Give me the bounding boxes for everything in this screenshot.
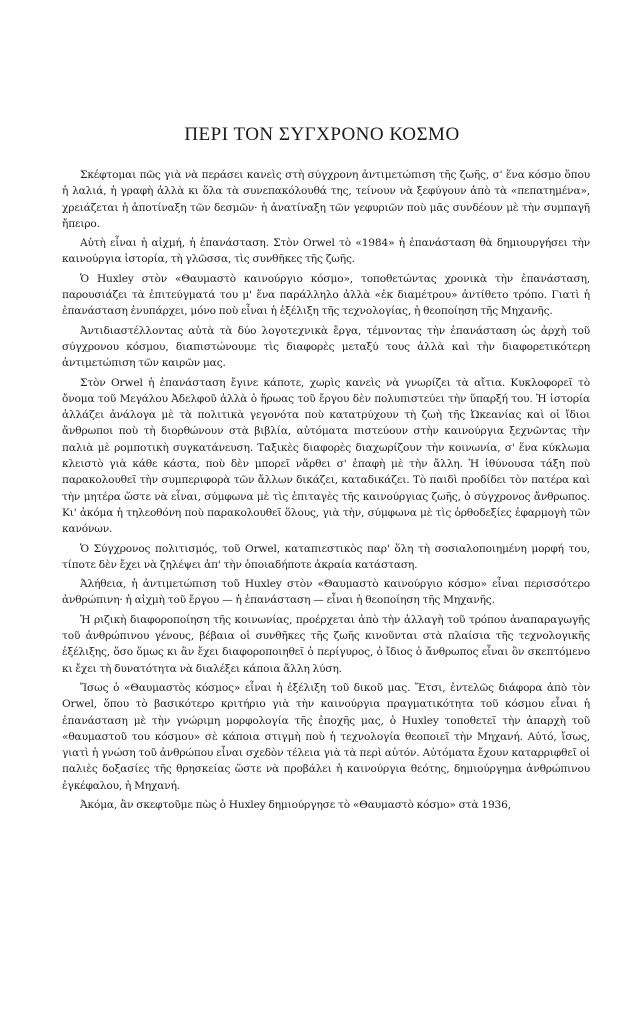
body-text bbox=[62, 167, 590, 816]
paragraph-6: Ὁ Σύγχρονος πολιτισμός, τοῦ Orwel, καταπιεστικὸς παρ' ὅλη τὴ σοσιαλοποιημένη μορφή του, τίποτε δὲν ἔχει νὰ ζηλέψει ἀπ' τὴν ὁποιαδήποτε ἀκραία κατάσταση. bbox=[62, 542, 590, 571]
paragraph-9: Ἴσως ὁ «Θαυμαστὸς κόσμος» εἶναι ἡ ἐξέλιξη τοῦ δικοῦ μας. Ἔτσι, ἐντελῶς διάφορα ἀπὸ τὸν Orwel, ὅπου τὸ βασικότερο κριτήριο γιὰ τὴν καινούργια πραγματικότητα τοῦ κόσμου εἶναι ἡ ἐπανάσταση μὲ τὴν γνώριμη μορφολογία τῆς ἐποχῆς μας, ὁ Huxley τοποθετεῖ τὴν ἀπαρχὴ τοῦ «θαυμαστοῦ του κόσμου» σὲ κάποια στιγμὴ ποὺ ἡ τεχνολογία θεοποιεῖ τὴν Μηχανή. Αὐτό, ἴσως, γιατὶ ἡ γνώση τοῦ ἀνθρώπου εἶναι σχεδὸν τέλεια γιὰ τὰ περὶ αὐτόν. Αὐτόματα ἔχουν καταρριφθεῖ οἱ παλιὲς δοξασίες τῆς θρησκείας ὥστε νὰ προβάλει ἡ καινούργια θεότης, δημιούργημα ἀνθρώπινου ἐγκέφαλου, ἡ Μηχανή. bbox=[62, 681, 590, 792]
paragraph-5: Στὸν Orwel ἡ ἐπανάσταση ἔγινε κάποτε, χωρὶς κανεὶς νὰ γνωρίζει τὰ αἴτια. Κυκλοφορεῖ τὸ ὄνομα τοῦ Μεγάλου Ἀδελφοῦ ἀλλὰ ὁ ἥρωας τοῦ ἔργου δὲν πολυπιστεύει τὴν ὕπαρξή του. Ἡ ἱστορία ἀλλάζει ἀνάλογα μὲ τὰ πολιτικὰ γεγονότα ποὺ κατατρύχουν τὴ ζωὴ τῆς Ὠκεανίας καὶ οἱ ἴδιοι ἄνθρωποι ποὺ τὴ διορθώνουν στὰ βιβλία, αὐτόματα πιστεύουν στὴν καινούργια ξεχνῶντας τὴν παλιὰ μὲ ρομποτικὴ συγκατάνευση. Ταξικὲς διαφορὲς διαχωρίζουν τὴν κοινωνία, σ' ἕνα κύκλωμα κλειστὸ γιὰ κάθε κάστα, ποὺ δὲν μπορεῖ νἄρθει σ' ἐπαφὴ μὲ τὴν ἄλλη. Ἡ ἰθύνουσα τάξη ποὺ παρακολουθεῖ τὴν συμπεριφορὰ τῶν ἄλλων δικάζει, καταδικάζει. Τὸ παιδὶ προδίδει τὸν πατέρα καὶ τὴν μητέρα ὥστε νὰ εἶναι, σύμφωνα μὲ τὶς ἐπιταγὲς τῆς καινούργιας ζωῆς, ὁ σύγχρονος ἄνθρωπος. Κι' ἀκόμα ἡ τηλεοθόνη ποὺ παρακολουθεῖ ὅλους, γιὰ τὴν, σύμφωνα μὲ τὶς ὀρθοδεξίες ἐφαρμογὴ τῶν κανόνων. bbox=[62, 376, 590, 536]
paragraph-3: Ὁ Huxley στὸν «Θαυμαστὸ καινούργιο κόσμο», τοποθετώντας χρονικὰ τὴν ἐπανάσταση, παρουσιάζει τὰ ἐπιτεύγματά του μ' ἕνα παράλληλο ἀλλὰ «ἐκ διαμέτρου» ἀντίθετο τρόπο. Γιατὶ ἡ ἐπανάσταση ἐνυπάρχει, μόνο ποὺ εἶναι ἡ ἐξέλιξη τῆς τεχνολογίας, ἡ θεοποίηση τῆς Μηχανῆς. bbox=[62, 272, 590, 318]
paragraph-8: Ἡ ριζικὴ διαφοροποίηση τῆς κοινωνίας, προέρχεται ἀπὸ τὴν ἀλλαγὴ τοῦ τρόπου ἀναπαραγωγῆς τοῦ ἀνθρώπινου γένους, βέβαια οἱ συνθῆκες τῆς ζωῆς κινοῦνται στὰ πλαίσια τῆς τεχνολογικῆς ἐξέλιξης, ὅσο ὅμως κι ἂν ἔχει διαφοροποιηθεῖ ὁ περίγυρος, ὁ ἴδιος ὁ ἄνθρωπος εἶναι ὂν σκεπτόμενο κι ἔχει τὴ δυνατότητα νὰ διαλέξει κάποια ἄλλη λύση. bbox=[62, 613, 590, 675]
paragraph-1: Σκέφτομαι πῶς γιὰ νὰ περάσει κανεὶς στὴ σύγχρονη ἀντιμετώπιση τῆς ζωῆς, σ' ἕνα κόσμο ὅπου ἡ λαλιά, ἡ γραφὴ ἀλλὰ κι ὅλα τὰ συνεπακόλουθά της, τείνουν νὰ ξεφύγουν ἀπὸ τὰ «πεπατημένα», χρειάζεται ἡ ἀποτίναξη τῶν δεσμῶν· ἡ ἀνατίναξη τῶν γεφυριῶν ποὺ μᾶς συνδέουν μὲ τὴν συμπαγῆ ἤπειρο. bbox=[62, 169, 590, 230]
paragraph-4: Ἀντιδιαστέλλοντας αὐτὰ τὰ δύο λογοτεχνικὰ ἔργα, τέμνοντας τὴν ἐπανάσταση ὡς ἀρχὴ τοῦ σύγχρονου κόσμου, διαπιστώνουμε τὶς διαφορὲς μεταξύ τους ἀλλὰ καὶ τὴν διαφορετικότερη ἀντιμετώπιση τῶν καιρῶν μας. bbox=[62, 324, 590, 370]
paragraph-7: Ἀλήθεια, ἡ ἀντιμετώπιση τοῦ Huxley στὸν «Θαυμαστὸ καινούργιο κόσμο» εἶναι περισσότερο ἀνθρώπινη· ἡ αἰχμὴ τοῦ ἔργου — ἡ ἐπανάσταση — εἶναι ἡ θεοποίηση τῆς Μηχανῆς. bbox=[62, 578, 590, 607]
paragraph-2: Αὐτὴ εἶναι ἡ αἰχμή, ἡ ἐπανάσταση. Στὸν Orwel τὸ «1984» ἡ ἐπανάσταση θὰ δημιουργήσει τὴν καινούργια ἱστορία, τὴ γλῶσσα, τὶς συνθῆκες τῆς ζωῆς. bbox=[62, 237, 590, 266]
paragraph-10: Ἀκόμα, ἂν σκεφτοῦμε πὼς ὁ Huxley δημιούργησε τὸ «Θαυμαστὸ κόσμο» στὰ 1936, bbox=[80, 798, 511, 811]
page-title: ΠΕΡΙ ΤΟΝ ΣΥΓΧΡΟΝΟ ΚΟΣΜΟ bbox=[184, 124, 460, 145]
